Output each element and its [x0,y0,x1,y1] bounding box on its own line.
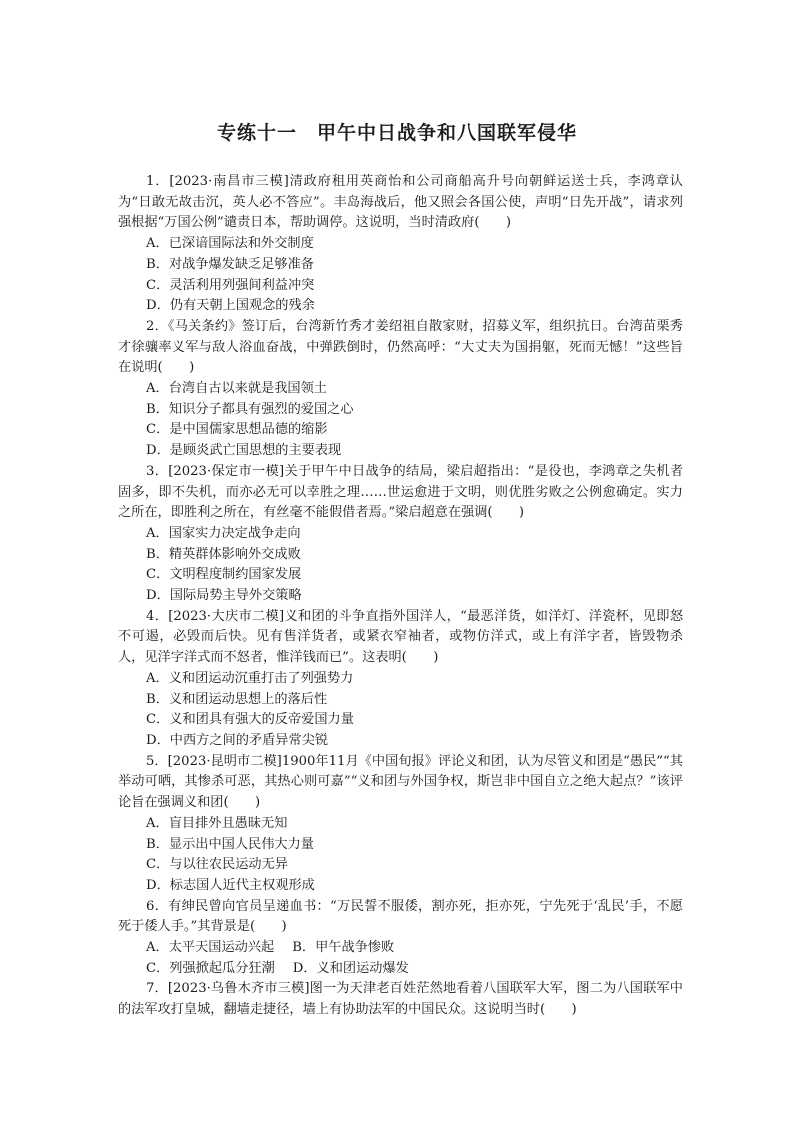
option-a: A．台湾自古以来就是我国领土 [146,381,327,397]
option-b: B．甲午战争惨败 [292,940,395,956]
option-row-ab [118,938,683,959]
question-stem: 2．《马关条约》签订后，台湾新竹秀才姜绍祖自散家财，招募义军，组织抗日。台湾苗栗秀才徐骧率义军与敌人浴血奋战，中弹跌倒时，仍然高呼：“大丈夫为国捐躯，死而无憾！”这些旨在说明( ) [118,318,683,376]
option-c: C．灵活利用列强间利益冲突 [146,277,315,293]
option-b: B．对战争爆发缺乏足够准备 [146,256,314,272]
option-c: C．是中国儒家思想品德的缩影 [146,422,328,438]
option-d: D．仍有天朝上国观念的残余 [146,298,315,314]
option-b: B．知识分子都具有强烈的爱国之心 [146,401,354,417]
question-3 [118,462,683,607]
question-stem: 3．[2023·保定市一模]关于甲午中日战争的结局，梁启超指出：“是役也，李鸿章之失机者固多，即不失机，而亦必无可以幸胜之理……世运愈进于文明，则优胜劣败之公例愈确定。实力之所在，即胜利之所在，有丝毫不能假借者焉。”梁启超意在强调( ) [118,463,683,521]
question-5 [118,752,683,897]
option-c: C．列强掀起瓜分狂潮 [146,960,275,976]
page-title: 专练十一 甲午中日战争和八国联军侵华 [216,122,577,144]
question-4 [118,607,683,752]
option-d: D．国际局势主导外交策略 [146,588,302,604]
option-d: D．义和团运动爆发 [292,960,409,976]
option-a: A．国家实力决定战争走向 [146,525,301,541]
option-d: D．标志国人近代主权观形成 [146,877,315,893]
question-stem: 1．[2023·南昌市三模]清政府租用英商怡和公司商船高升号向朝鲜运送士兵，李鸿章认为“日敢无故击沉，英人必不答应”。丰岛海战后，他又照会各国公使，声明“日先开战”，请求列强根据“万国公例”谴责日本，帮助调停。这说明，当时清政府( ) [118,174,683,231]
option-a: A．已深谙国际法和外交制度 [146,236,314,252]
option-c: C．义和团具有强大的反帝爱国力量 [146,712,354,728]
question-2 [118,317,683,462]
option-a: A．盲目排外且愚昧无知 [146,815,288,831]
question-list [118,172,683,1021]
question-stem: 5．[2023·昆明市二模]1900年11月《中国旬报》评论义和团，认为尽管义和团是“愚民”“其举动可哂，其惨杀可恶，其热心则可嘉”“义和团与外国争权，斯岂非中国自立之绝大起点？”该评论旨在强调义和团( ) [118,753,683,811]
question-6 [118,897,683,980]
question-7 [118,979,683,1020]
option-b: B．义和团运动思想上的落后性 [146,691,328,707]
question-1 [118,172,683,317]
option-d: D．中西方之间的矛盾异常尖锐 [146,732,329,748]
option-b: B．精英群体影响外交成败 [146,546,301,562]
option-row-cd [118,959,683,980]
option-c: C．与以往农民运动无异 [146,857,288,873]
option-b: B．显示出中国人民伟大力量 [146,836,314,852]
option-a: A．太平天国运动兴起 [146,940,275,956]
question-stem: 7．[2023·乌鲁木齐市三模]图一为天津老百姓茫然地看着八国联军大军，图二为八国联军中的法军攻打皇城，翻墙走捷径，墙上有协助法军的中国民众。这说明当时( ) [118,981,683,1018]
option-d: D．是顾炎武亡国思想的主要表现 [146,443,342,459]
option-a: A．义和团运动沉重打击了列强势力 [146,670,354,686]
question-stem: 6．有绅民曾向官员呈递血书：“万民誓不服倭，割亦死，拒亦死，宁先死于‘乱民’手，不愿死于倭人手。”其背景是( ) [118,898,683,935]
question-stem: 4．[2023·大庆市二模]义和团的斗争直指外国洋人，“最恶洋货，如洋灯、洋瓷杯，见即怒不可遏，必毁而后快。见有售洋货者，或紧衣窄袖者，或物仿洋式，或上有洋字者，皆毁物杀人，见洋字洋式而不怒者，惟洋钱而已”。这表明( ) [118,608,683,666]
option-c: C．文明程度制约国家发展 [146,567,302,583]
